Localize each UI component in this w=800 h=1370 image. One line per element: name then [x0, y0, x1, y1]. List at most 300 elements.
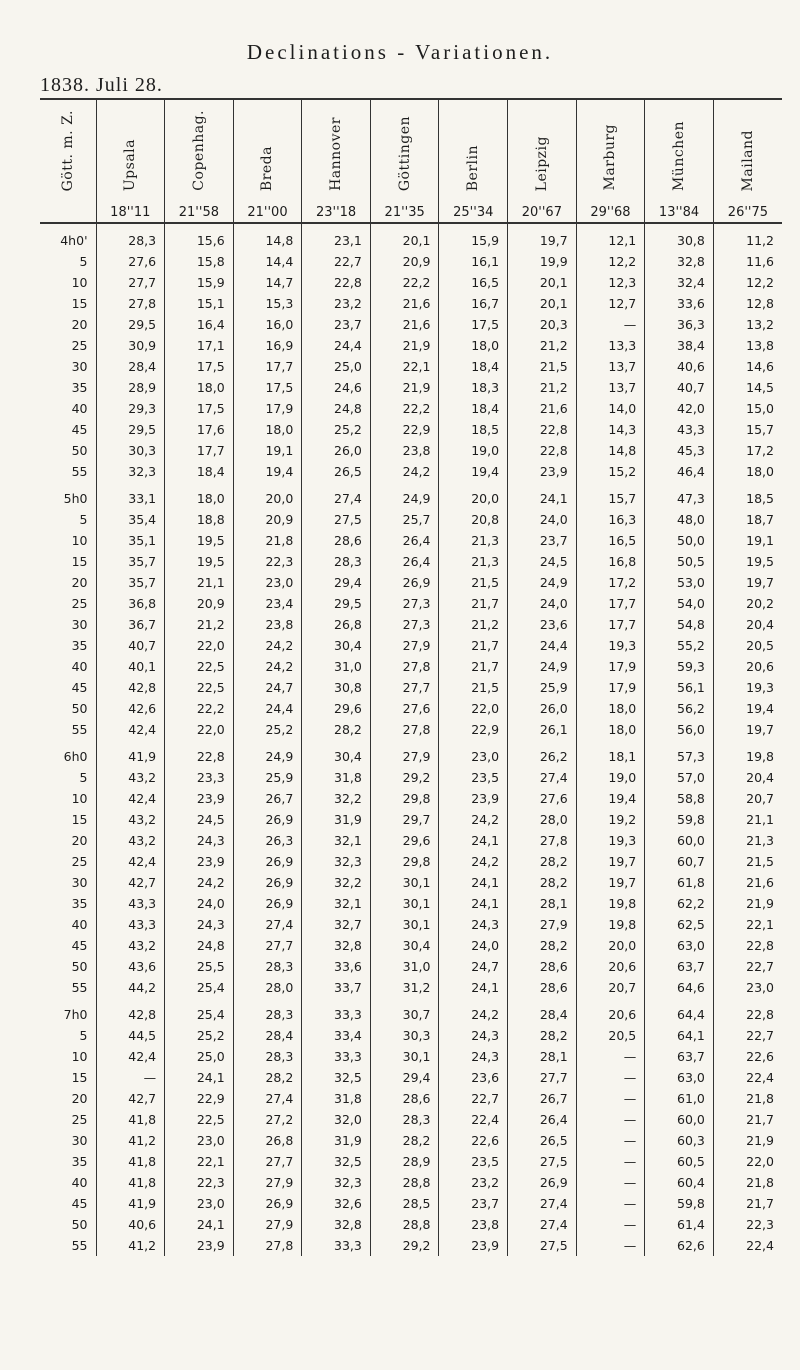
value-cell: 22,2: [370, 272, 439, 293]
value-cell: 30,4: [302, 740, 371, 767]
value-cell: 15,9: [439, 223, 508, 251]
table-row: [40, 593, 782, 614]
value-cell: 12,2: [576, 251, 645, 272]
value-cell: 27,8: [370, 719, 439, 740]
time-cell: 55: [71, 1238, 88, 1253]
value-cell: 28,6: [508, 956, 577, 977]
value-cell: 21,9: [370, 377, 439, 398]
scale-value: 21''35: [370, 202, 439, 223]
value-cell: 32,8: [645, 251, 714, 272]
value-cell: 14,0: [576, 398, 645, 419]
value-cell: 28,4: [508, 998, 577, 1025]
column-header: [508, 99, 577, 202]
value-cell: 21,7: [713, 1193, 782, 1214]
value-cell: 25,2: [165, 1025, 234, 1046]
value-cell: 28,2: [508, 1025, 577, 1046]
value-cell: 21,3: [439, 530, 508, 551]
value-cell: 19,4: [439, 461, 508, 482]
column-name: Upsala: [122, 138, 139, 191]
value-cell: 26,9: [233, 872, 302, 893]
time-cell: 5h0: [63, 491, 88, 506]
value-cell: 23,9: [165, 851, 234, 872]
value-cell: 27,7: [370, 677, 439, 698]
value-cell: 15,7: [713, 419, 782, 440]
value-cell: 24,0: [508, 509, 577, 530]
value-cell: 27,4: [508, 1193, 577, 1214]
value-cell: 24,2: [165, 872, 234, 893]
table-row: [40, 1046, 782, 1067]
value-cell: 15,3: [233, 293, 302, 314]
value-cell: 42,4: [96, 788, 165, 809]
value-cell: 13,7: [576, 356, 645, 377]
value-cell: 33,6: [645, 293, 714, 314]
value-cell: 19,7: [713, 572, 782, 593]
value-cell: 44,2: [96, 977, 165, 998]
value-cell: 22,6: [713, 1046, 782, 1067]
value-cell: 26,0: [302, 440, 371, 461]
value-cell: 24,2: [233, 656, 302, 677]
time-cell: 10: [71, 275, 88, 290]
value-cell: 41,2: [96, 1130, 165, 1151]
value-cell: 26,7: [508, 1088, 577, 1109]
time-cell: 35: [71, 896, 88, 911]
value-cell: 28,1: [508, 1046, 577, 1067]
value-cell: 57,3: [645, 740, 714, 767]
value-cell: 18,0: [576, 719, 645, 740]
time-cell: 35: [71, 638, 88, 653]
value-cell: 25,7: [370, 509, 439, 530]
value-cell: 50,0: [645, 530, 714, 551]
table-row: [40, 1151, 782, 1172]
value-cell: 30,8: [645, 223, 714, 251]
value-cell: 27,9: [370, 635, 439, 656]
table-row: [40, 998, 782, 1025]
value-cell: 20,0: [233, 482, 302, 509]
time-cell: 5: [79, 770, 88, 785]
time-cell: 55: [71, 980, 88, 995]
value-cell: 21,2: [508, 335, 577, 356]
table-row: [40, 223, 782, 251]
value-cell: 24,0: [508, 593, 577, 614]
column-name: Marburg: [602, 124, 619, 191]
column-name: Hannover: [328, 117, 345, 191]
value-cell: 21,8: [233, 530, 302, 551]
value-cell: 20,6: [576, 998, 645, 1025]
time-cell: 25: [71, 338, 88, 353]
table-row: [40, 419, 782, 440]
column-name: Mailand: [739, 129, 756, 191]
value-cell: 35,7: [96, 551, 165, 572]
value-cell: 16,8: [576, 551, 645, 572]
column-header: [96, 99, 165, 202]
value-cell: 26,9: [370, 572, 439, 593]
value-cell: 28,2: [302, 719, 371, 740]
table-row: [40, 377, 782, 398]
value-cell: 28,2: [508, 872, 577, 893]
value-cell: 30,9: [96, 335, 165, 356]
value-cell: 26,4: [370, 551, 439, 572]
value-cell: 20,5: [576, 1025, 645, 1046]
value-cell: 17,6: [165, 419, 234, 440]
value-cell: 21,6: [370, 293, 439, 314]
value-cell: 24,3: [439, 914, 508, 935]
value-cell: 28,0: [508, 809, 577, 830]
value-cell: —: [576, 1235, 645, 1256]
value-cell: 12,8: [713, 293, 782, 314]
value-cell: 21,9: [713, 1130, 782, 1151]
value-cell: 18,5: [713, 482, 782, 509]
value-cell: 28,2: [233, 1067, 302, 1088]
value-cell: 23,6: [508, 614, 577, 635]
table-row: [40, 767, 782, 788]
value-cell: 21,7: [439, 593, 508, 614]
value-cell: 38,4: [645, 335, 714, 356]
value-cell: 64,4: [645, 998, 714, 1025]
value-cell: 21,5: [439, 677, 508, 698]
value-cell: 27,9: [508, 914, 577, 935]
value-cell: 32,2: [302, 788, 371, 809]
time-cell: 30: [71, 617, 88, 632]
value-cell: 20,2: [713, 593, 782, 614]
time-cell: 50: [71, 701, 88, 716]
table-row: [40, 872, 782, 893]
value-cell: 25,2: [302, 419, 371, 440]
value-cell: 31,9: [302, 1130, 371, 1151]
value-cell: 24,2: [439, 851, 508, 872]
time-cell: 55: [71, 464, 88, 479]
value-cell: 55,2: [645, 635, 714, 656]
value-cell: 26,9: [233, 809, 302, 830]
value-cell: 63,7: [645, 1046, 714, 1067]
column-name: München: [671, 120, 688, 191]
value-cell: 15,1: [165, 293, 234, 314]
value-cell: 33,3: [302, 1235, 371, 1256]
value-cell: 23,7: [302, 314, 371, 335]
value-cell: 23,4: [233, 593, 302, 614]
value-cell: 56,2: [645, 698, 714, 719]
value-cell: 24,7: [233, 677, 302, 698]
table-row: [40, 461, 782, 482]
time-cell: 20: [71, 317, 88, 332]
value-cell: 57,0: [645, 767, 714, 788]
value-cell: 24,5: [508, 551, 577, 572]
column-header: [439, 99, 508, 202]
value-cell: 26,5: [508, 1130, 577, 1151]
value-cell: 15,9: [165, 272, 234, 293]
value-cell: 22,4: [713, 1067, 782, 1088]
value-cell: 33,4: [302, 1025, 371, 1046]
value-cell: 27,7: [233, 935, 302, 956]
value-cell: 63,7: [645, 956, 714, 977]
table-row: [40, 656, 782, 677]
scale-value: 21''58: [165, 202, 234, 223]
value-cell: 28,9: [370, 1151, 439, 1172]
column-header: [165, 99, 234, 202]
value-cell: 22,8: [165, 740, 234, 767]
value-cell: 17,5: [233, 377, 302, 398]
value-cell: 30,4: [302, 635, 371, 656]
value-cell: 23,6: [439, 1067, 508, 1088]
value-cell: 24,2: [233, 635, 302, 656]
value-cell: 22,9: [439, 719, 508, 740]
value-cell: 26,9: [233, 893, 302, 914]
table-row: [40, 572, 782, 593]
value-cell: 20,1: [370, 223, 439, 251]
value-cell: 29,3: [96, 398, 165, 419]
time-cell: 6h0: [63, 749, 88, 764]
table-row: [40, 1214, 782, 1235]
value-cell: 42,0: [645, 398, 714, 419]
time-cell: 25: [71, 596, 88, 611]
column-name: Breda: [259, 145, 276, 191]
value-cell: 40,7: [96, 635, 165, 656]
value-cell: 24,3: [165, 830, 234, 851]
value-cell: 58,8: [645, 788, 714, 809]
value-cell: 59,8: [645, 809, 714, 830]
value-cell: 21,5: [508, 356, 577, 377]
value-cell: 19,8: [576, 914, 645, 935]
time-cell: 15: [71, 812, 88, 827]
value-cell: 19,8: [713, 740, 782, 767]
column-name: Leipzig: [533, 135, 550, 191]
time-cell: 40: [71, 1175, 88, 1190]
table-row: [40, 482, 782, 509]
value-cell: 26,9: [233, 851, 302, 872]
value-cell: 20,1: [508, 293, 577, 314]
value-cell: 35,1: [96, 530, 165, 551]
value-cell: 56,1: [645, 677, 714, 698]
column-header: [370, 99, 439, 202]
value-cell: 22,1: [165, 1151, 234, 1172]
value-cell: 43,2: [96, 767, 165, 788]
value-cell: 18,4: [439, 356, 508, 377]
value-cell: 19,3: [576, 830, 645, 851]
value-cell: 19,7: [508, 223, 577, 251]
value-cell: 31,0: [302, 656, 371, 677]
table-row: [40, 530, 782, 551]
value-cell: 22,9: [370, 419, 439, 440]
value-cell: 43,3: [645, 419, 714, 440]
value-cell: 42,7: [96, 872, 165, 893]
value-cell: 16,4: [165, 314, 234, 335]
value-cell: 24,1: [439, 872, 508, 893]
value-cell: 30,1: [370, 914, 439, 935]
value-cell: 22,0: [165, 719, 234, 740]
time-cell: 20: [71, 1091, 88, 1106]
value-cell: 20,9: [370, 251, 439, 272]
column-header: [713, 99, 782, 202]
table-row: [40, 788, 782, 809]
value-cell: 29,6: [370, 830, 439, 851]
value-cell: 23,1: [302, 223, 371, 251]
value-cell: 24,2: [439, 809, 508, 830]
value-cell: 23,0: [165, 1193, 234, 1214]
table-row: [40, 1067, 782, 1088]
value-cell: 24,7: [439, 956, 508, 977]
value-cell: 15,7: [576, 482, 645, 509]
value-cell: 22,3: [713, 1214, 782, 1235]
column-header: [576, 99, 645, 202]
table-row: [40, 893, 782, 914]
value-cell: 25,9: [508, 677, 577, 698]
value-cell: 60,7: [645, 851, 714, 872]
value-cell: 18,8: [165, 509, 234, 530]
column-header: [302, 99, 371, 202]
value-cell: 35,7: [96, 572, 165, 593]
value-cell: 20,4: [713, 767, 782, 788]
value-cell: 11,6: [713, 251, 782, 272]
value-cell: 16,5: [439, 272, 508, 293]
value-cell: 28,2: [508, 935, 577, 956]
table-row: [40, 398, 782, 419]
value-cell: 24,4: [302, 335, 371, 356]
observations-table: [40, 98, 782, 1256]
table-row: [40, 356, 782, 377]
value-cell: 23,2: [439, 1172, 508, 1193]
column-name: Berlin: [465, 144, 482, 191]
value-cell: 36,8: [96, 593, 165, 614]
value-cell: 42,4: [96, 851, 165, 872]
value-cell: 23,0: [233, 572, 302, 593]
time-cell: 40: [71, 659, 88, 674]
value-cell: 16,9: [233, 335, 302, 356]
value-cell: 26,4: [508, 1109, 577, 1130]
value-cell: 27,4: [302, 482, 371, 509]
value-cell: 25,0: [165, 1046, 234, 1067]
value-cell: 60,4: [645, 1172, 714, 1193]
value-cell: 25,0: [302, 356, 371, 377]
value-cell: 17,5: [439, 314, 508, 335]
time-cell: 25: [71, 1112, 88, 1127]
value-cell: 26,8: [233, 1130, 302, 1151]
value-cell: 22,7: [439, 1088, 508, 1109]
value-cell: 27,3: [370, 614, 439, 635]
value-cell: 27,9: [233, 1214, 302, 1235]
value-cell: 17,2: [713, 440, 782, 461]
time-cell: 5: [79, 1028, 88, 1043]
value-cell: 41,8: [96, 1151, 165, 1172]
value-cell: 17,7: [165, 440, 234, 461]
time-cell: 45: [71, 938, 88, 953]
scale-value: 23''18: [302, 202, 371, 223]
value-cell: 28,0: [233, 977, 302, 998]
value-cell: 19,5: [165, 551, 234, 572]
table-row: [40, 635, 782, 656]
value-cell: 28,1: [508, 893, 577, 914]
value-cell: 19,4: [576, 788, 645, 809]
value-cell: 19,1: [233, 440, 302, 461]
scale-value: 26''75: [713, 202, 782, 223]
value-cell: 14,5: [713, 377, 782, 398]
value-cell: 27,8: [508, 830, 577, 851]
value-cell: 24,1: [165, 1214, 234, 1235]
value-cell: 29,6: [302, 698, 371, 719]
value-cell: 24,1: [439, 977, 508, 998]
value-cell: 20,5: [713, 635, 782, 656]
table-row: [40, 440, 782, 461]
value-cell: 60,0: [645, 1109, 714, 1130]
value-cell: 30,7: [370, 998, 439, 1025]
station-header-row: [40, 99, 782, 202]
value-cell: 30,8: [302, 677, 371, 698]
value-cell: 17,9: [233, 398, 302, 419]
value-cell: 26,7: [233, 788, 302, 809]
value-cell: 20,7: [713, 788, 782, 809]
value-cell: 43,2: [96, 935, 165, 956]
value-cell: 19,8: [576, 893, 645, 914]
value-cell: 32,4: [645, 272, 714, 293]
value-cell: 19,4: [713, 698, 782, 719]
value-cell: 29,2: [370, 1235, 439, 1256]
column-header: [233, 99, 302, 202]
value-cell: 12,1: [576, 223, 645, 251]
value-cell: 17,5: [165, 398, 234, 419]
value-cell: 32,8: [302, 935, 371, 956]
value-cell: 54,0: [645, 593, 714, 614]
table-row: [40, 1172, 782, 1193]
value-cell: 24,8: [165, 935, 234, 956]
value-cell: 41,8: [96, 1172, 165, 1193]
table-row: [40, 1025, 782, 1046]
value-cell: 18,7: [713, 509, 782, 530]
value-cell: 30,1: [370, 893, 439, 914]
value-cell: 26,0: [508, 698, 577, 719]
value-cell: 19,7: [576, 872, 645, 893]
value-cell: 28,9: [96, 377, 165, 398]
time-cell: 5: [79, 512, 88, 527]
column-name: Gött. m. Z.: [59, 109, 76, 191]
value-cell: 21,7: [439, 656, 508, 677]
value-cell: 22,5: [165, 677, 234, 698]
value-cell: 18,0: [165, 377, 234, 398]
value-cell: 26,8: [302, 614, 371, 635]
value-cell: 22,8: [508, 419, 577, 440]
value-cell: 17,9: [576, 677, 645, 698]
value-cell: 14,8: [233, 223, 302, 251]
value-cell: 14,8: [576, 440, 645, 461]
value-cell: 32,6: [302, 1193, 371, 1214]
value-cell: 21,5: [713, 851, 782, 872]
value-cell: 20,0: [439, 482, 508, 509]
value-cell: 24,1: [165, 1067, 234, 1088]
time-cell: 10: [71, 533, 88, 548]
value-cell: 19,0: [576, 767, 645, 788]
value-cell: 22,2: [370, 398, 439, 419]
value-cell: 23,9: [165, 788, 234, 809]
table-row: [40, 809, 782, 830]
value-cell: 24,9: [233, 740, 302, 767]
value-cell: 30,3: [96, 440, 165, 461]
scale-value: 13''84: [645, 202, 714, 223]
value-cell: 18,3: [439, 377, 508, 398]
table-row: [40, 1109, 782, 1130]
time-cell: 15: [71, 1070, 88, 1085]
value-cell: 62,5: [645, 914, 714, 935]
value-cell: 32,3: [302, 851, 371, 872]
time-cell: 50: [71, 1217, 88, 1232]
value-cell: 40,6: [96, 1214, 165, 1235]
value-cell: 23,0: [439, 740, 508, 767]
value-cell: 21,6: [370, 314, 439, 335]
value-cell: 21,3: [713, 830, 782, 851]
value-cell: 21,9: [713, 893, 782, 914]
table-row: [40, 1235, 782, 1256]
value-cell: 32,3: [302, 1172, 371, 1193]
value-cell: 20,9: [165, 593, 234, 614]
value-cell: 25,2: [233, 719, 302, 740]
value-cell: 21,6: [508, 398, 577, 419]
value-cell: 12,7: [576, 293, 645, 314]
